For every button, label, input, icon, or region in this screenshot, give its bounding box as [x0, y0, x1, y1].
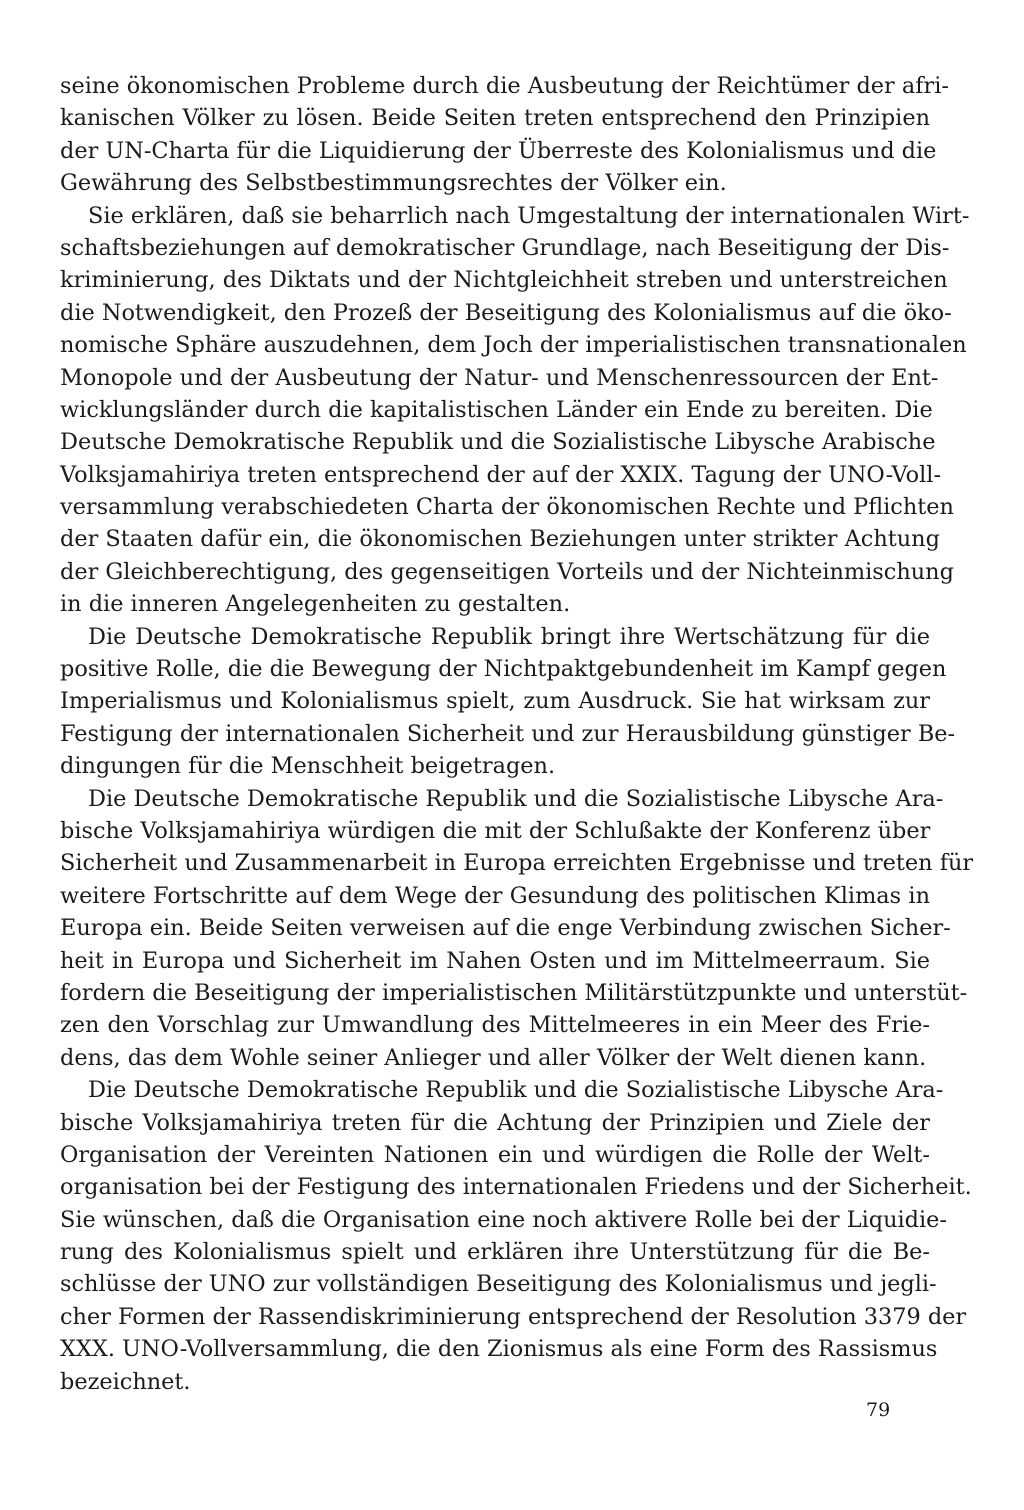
text-line: Sie wünschen, daß die Organisation eine noch aktivere Rolle bei der Liquidie-	[60, 1206, 947, 1233]
text-line: bische Volksjamahiriya treten für die Achtung der Prinzipien und Ziele der	[60, 1109, 930, 1136]
text-line: Europa ein. Beide Seiten verweisen auf die enge Verbindung zwischen Sicher-	[60, 915, 951, 942]
text-line: Sie erklären, daß sie beharrlich nach Umgestaltung der internationalen Wirt-	[88, 202, 970, 229]
text-line: rung des Kolonialismus spielt und erklären ihre Unterstützung für die Be-	[60, 1239, 930, 1266]
page-number: 79	[866, 1399, 891, 1421]
text-line: Die Deutsche Demokratische Republik und die Sozialistische Libysche Ara-	[88, 785, 944, 812]
text-line: Sicherheit und Zusammenarbeit in Europa erreichten Ergebnisse und treten für	[60, 850, 974, 877]
text-line: positive Rolle, die die Bewegung der Nichtpaktgebundenheit im Kampf gegen	[60, 656, 947, 683]
text-line: heit in Europa und Sicherheit im Nahen Osten und im Mittelmeerraum. Sie	[60, 947, 930, 974]
paragraph-5	[60, 1074, 972, 1398]
text-line: Monopole und der Ausbeutung der Natur- und Menschenressourcen der Ent-	[60, 364, 939, 391]
text-line: der UN-Charta für die Liquidierung der Überreste des Kolonialismus und die	[60, 137, 937, 164]
text-line: kriminierung, des Diktats und der Nichtgleichheit streben und unterstreichen	[60, 267, 948, 294]
text-line: weitere Fortschritte auf dem Wege der Gesundung des politischen Klimas in	[60, 882, 930, 909]
text-line: Imperialismus und Kolonialismus spielt, zum Ausdruck. Sie hat wirksam zur	[60, 688, 930, 715]
paragraph-4	[60, 783, 974, 1075]
text-line: versammlung verabschiedeten Charta der ökonomischen Rechte und Pflichten	[60, 494, 954, 521]
text-line: Festigung der internationalen Sicherheit und zur Herausbildung günstiger Be-	[60, 720, 956, 747]
text-line: der Staaten dafür ein, die ökonomischen Beziehungen unter strikter Achtung	[60, 526, 940, 553]
text-line: seine ökonomischen Probleme durch die Ausbeutung der Reichtümer der afri-	[60, 73, 949, 99]
paragraph-2	[60, 200, 970, 621]
text-line: bezeichnet.	[60, 1368, 191, 1395]
text-line: Gewährung des Selbstbestimmungsrechtes der Völker ein.	[60, 170, 727, 197]
text-line: schlüsse der UNO zur vollständigen Beseitigung des Kolonialismus und jegli-	[60, 1271, 937, 1298]
text-line: Die Deutsche Demokratische Republik und die Sozialistische Libysche Ara-	[88, 1077, 944, 1104]
text-line: Organisation der Vereinten Nationen ein und würdigen die Rolle der Welt-	[60, 1141, 930, 1168]
text-line: XXX. UNO-Vollversammlung, die den Zionismus als eine Form des Rassismus	[60, 1336, 938, 1363]
paragraph-1	[60, 70, 949, 200]
text-line: organisation bei der Festigung des internationalen Friedens und der Sicherheit.	[60, 1174, 972, 1201]
text-line: Volksjamahiriya treten entsprechend der auf der XXIX. Tagung der UNO-Voll-	[60, 461, 942, 488]
text-line: bische Volksjamahiriya würdigen die mit der Schlußakte der Konferenz über	[60, 817, 931, 844]
text-line: schaftsbeziehungen auf demokratischer Grundlage, nach Beseitigung der Dis-	[60, 234, 950, 261]
text-line: wicklungsländer durch die kapitalistischen Länder ein Ende zu bereiten. Die	[60, 396, 933, 423]
text-line: kanischen Völker zu lösen. Beide Seiten treten entsprechend den Prinzipien	[60, 105, 930, 132]
text-line: zen den Vorschlag zur Umwandlung des Mittelmeeres in ein Meer des Frie-	[60, 1012, 930, 1039]
paragraph-3	[60, 621, 956, 783]
text-line: fordern die Beseitigung der imperialistischen Militärstützpunkte und unterstüt-	[60, 979, 968, 1006]
text-line: die Notwendigkeit, den Prozeß der Beseitigung des Kolonialismus auf die öko-	[60, 299, 952, 326]
text-line: nomische Sphäre auszudehnen, dem Joch der imperialistischen transnationalen	[60, 332, 967, 359]
text-line: dingungen für die Menschheit beigetragen.	[60, 753, 556, 780]
text-line: Deutsche Demokratische Republik und die Sozialistische Libysche Arabische	[60, 429, 936, 456]
page-body	[60, 70, 974, 1398]
text-line: cher Formen der Rassendiskriminierung entsprechend der Resolution 3379 der	[60, 1303, 967, 1330]
text-line: in die inneren Angelegenheiten zu gestalten.	[60, 591, 571, 618]
text-line: Die Deutsche Demokratische Republik bringt ihre Wertschätzung für die	[88, 623, 930, 650]
text-line: der Gleichberechtigung, des gegenseitigen Vorteils und der Nichteinmischung	[60, 558, 954, 585]
text-line: dens, das dem Wohle seiner Anlieger und aller Völker der Welt dienen kann.	[60, 1044, 927, 1071]
